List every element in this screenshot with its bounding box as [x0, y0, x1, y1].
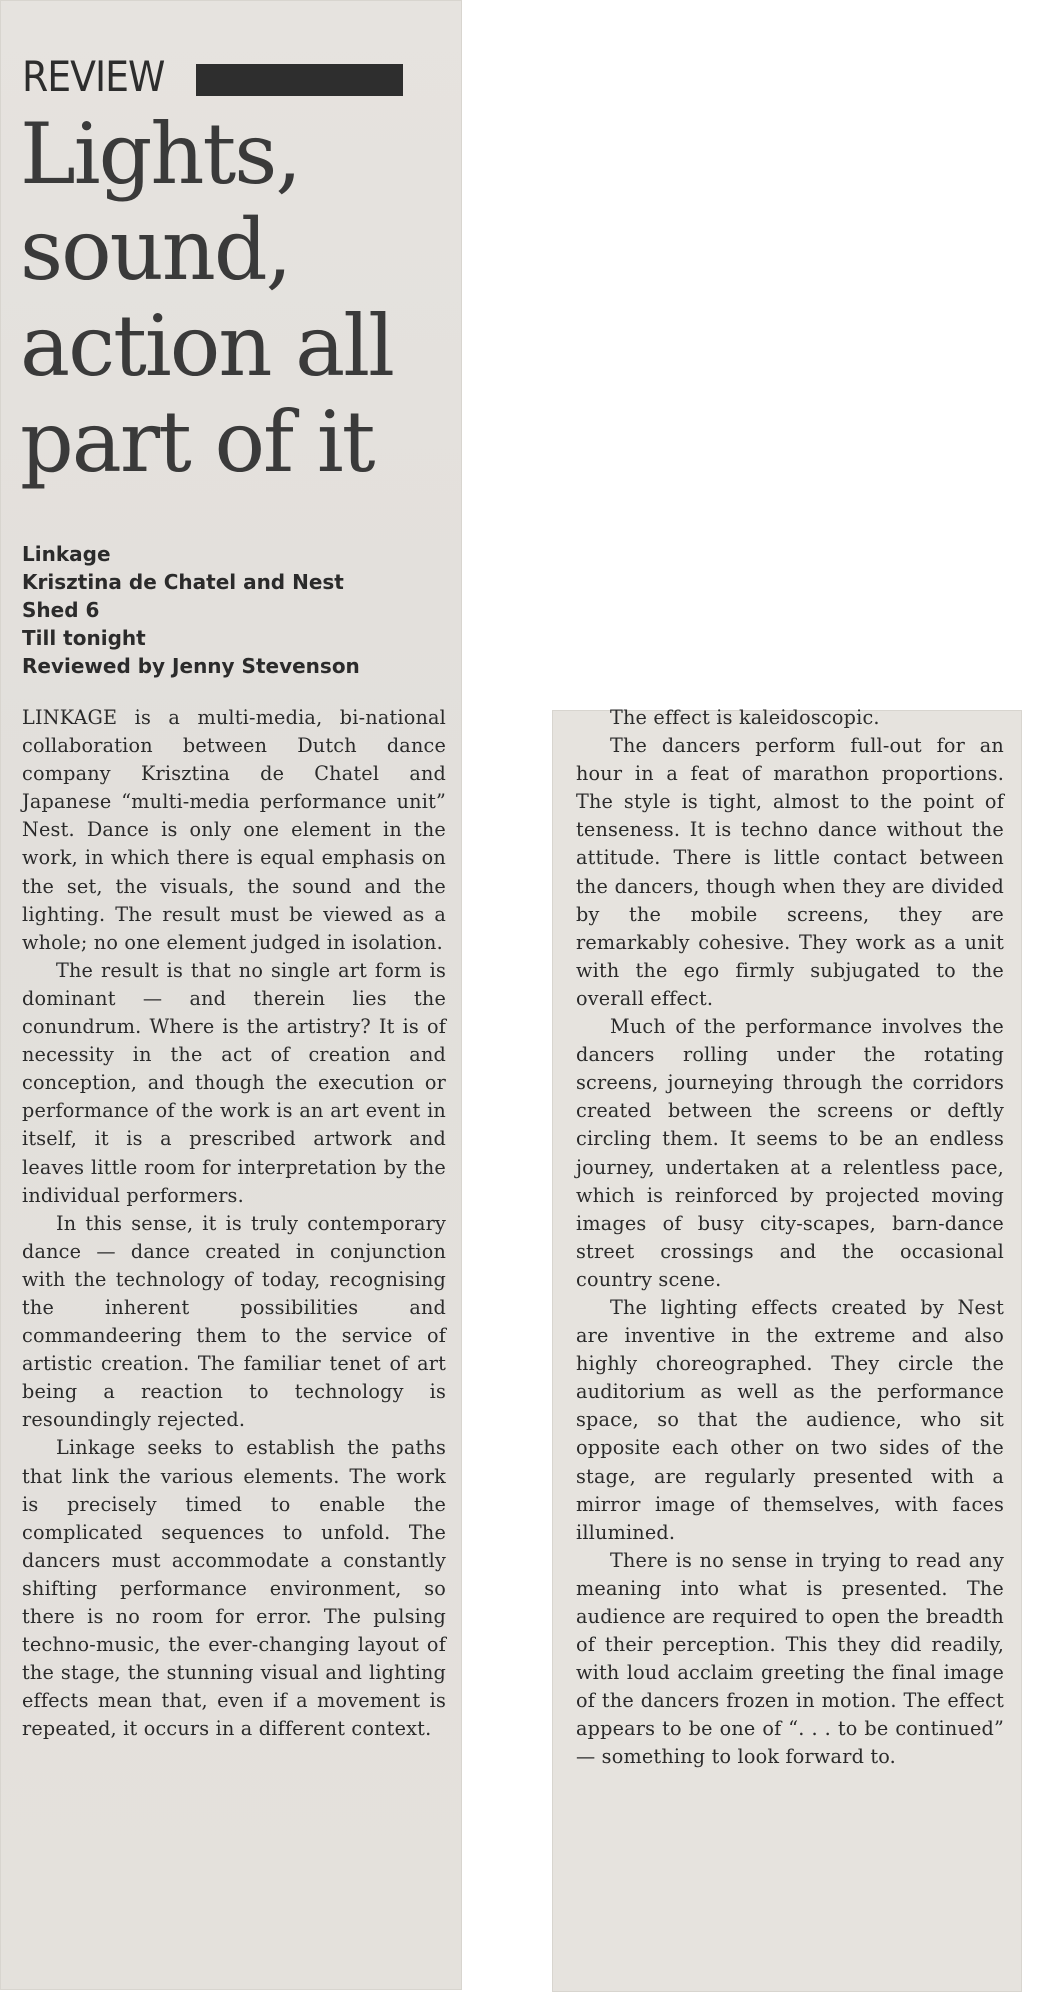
- paragraph: There is no sense in trying to read any meaning into what is presented. The audience are required to open the breadth of their perception. This they did readily, with loud acclaim greeting the final image of the dancers frozen in motion. The effect appears to be one of “. . . to be continued” — something to look forward to.: [576, 1548, 1004, 1769]
- credit-reviewer: Reviewed by Jenny Stevenson: [22, 654, 360, 678]
- headline-line: sound,: [20, 201, 291, 299]
- body-column-left: [22, 704, 446, 1743]
- credits-block: [22, 540, 360, 680]
- paragraph: The effect is kaleidoscopic.: [610, 706, 880, 729]
- paragraph: Linkage seeks to establish the paths that link the various elements. The work is precisely timed to enable the complicated sequences to unfold. The dancers must accommodate a constantly shifting performance environment, so there is no room for error. The pulsing techno-music, the ever-changing layout of the stage, the stunning visual and lighting effects mean that, even if a movement is repeated, it occurs in a different context.: [22, 1436, 446, 1741]
- credit-venue: Shed 6: [22, 598, 100, 622]
- kicker-bar: [196, 64, 403, 96]
- headline: [20, 106, 450, 490]
- paragraph: The result is that no single art form is dominant — and therein lies the conundrum. Where is the artistry? It is of necessity in the act of creation and conception, and though the execution or performance of the work is an art event in itself, it is a prescribed artwork and leaves little room for interpretation by the individual performers.: [22, 958, 446, 1207]
- paragraph: In this sense, it is truly contemporary dance — dance created in conjunction with the technology of today, recognising the inherent possibilities and commandeering them to the service of artistic creation. The familiar tenet of art being a reaction to technology is resoundingly rejected.: [22, 1211, 446, 1432]
- section-kicker: REVIEW: [22, 52, 165, 101]
- credit-dates: Till tonight: [22, 626, 146, 650]
- headline-line: part of it: [20, 393, 374, 491]
- paragraph: The lighting effects created by Nest are inventive in the extreme and also highly choreographed. They circle the auditorium as well as the performance space, so that the audience, who sit opposite each other on two sides of the stage, are regularly presented with a mirror image of themselves, with faces illumined.: [576, 1295, 1004, 1544]
- credit-show-title: Linkage: [22, 542, 111, 566]
- credit-company: Krisztina de Chatel and Nest: [22, 570, 344, 594]
- headline-line: Lights,: [20, 105, 301, 203]
- paragraph: Much of the performance involves the dancers rolling under the rotating screens, journeying through the corridors created between the screens or deftly circling them. It seems to be an endless journey, undertaken at a relentless pace, which is reinforced by projected moving images of busy city-scapes, barn-dance street crossings and the occasional country scene.: [576, 1015, 1004, 1291]
- paragraph: LINKAGE is a multi-media, bi-national collaboration between Dutch dance company Krisztina de Chatel and Japanese “multi-media performance unit” Nest. Dance is only one element in the work, in which there is equal emphasis on the set, the visuals, the sound and the lighting. The result must be viewed as a whole; no one element judged in isolation.: [22, 706, 446, 954]
- headline-line: action all: [20, 297, 393, 395]
- body-column-right: [576, 704, 1004, 1772]
- paragraph: The dancers perform full-out for an hour in a feat of marathon proportions. The style is tight, almost to the point of tenseness. It is techno dance without the attitude. There is little contact between the dancers, though when they are divided by the mobile screens, they are remarkably cohesive. They work as a unit with the ego firmly subjugated to the overall effect.: [576, 734, 1004, 1010]
